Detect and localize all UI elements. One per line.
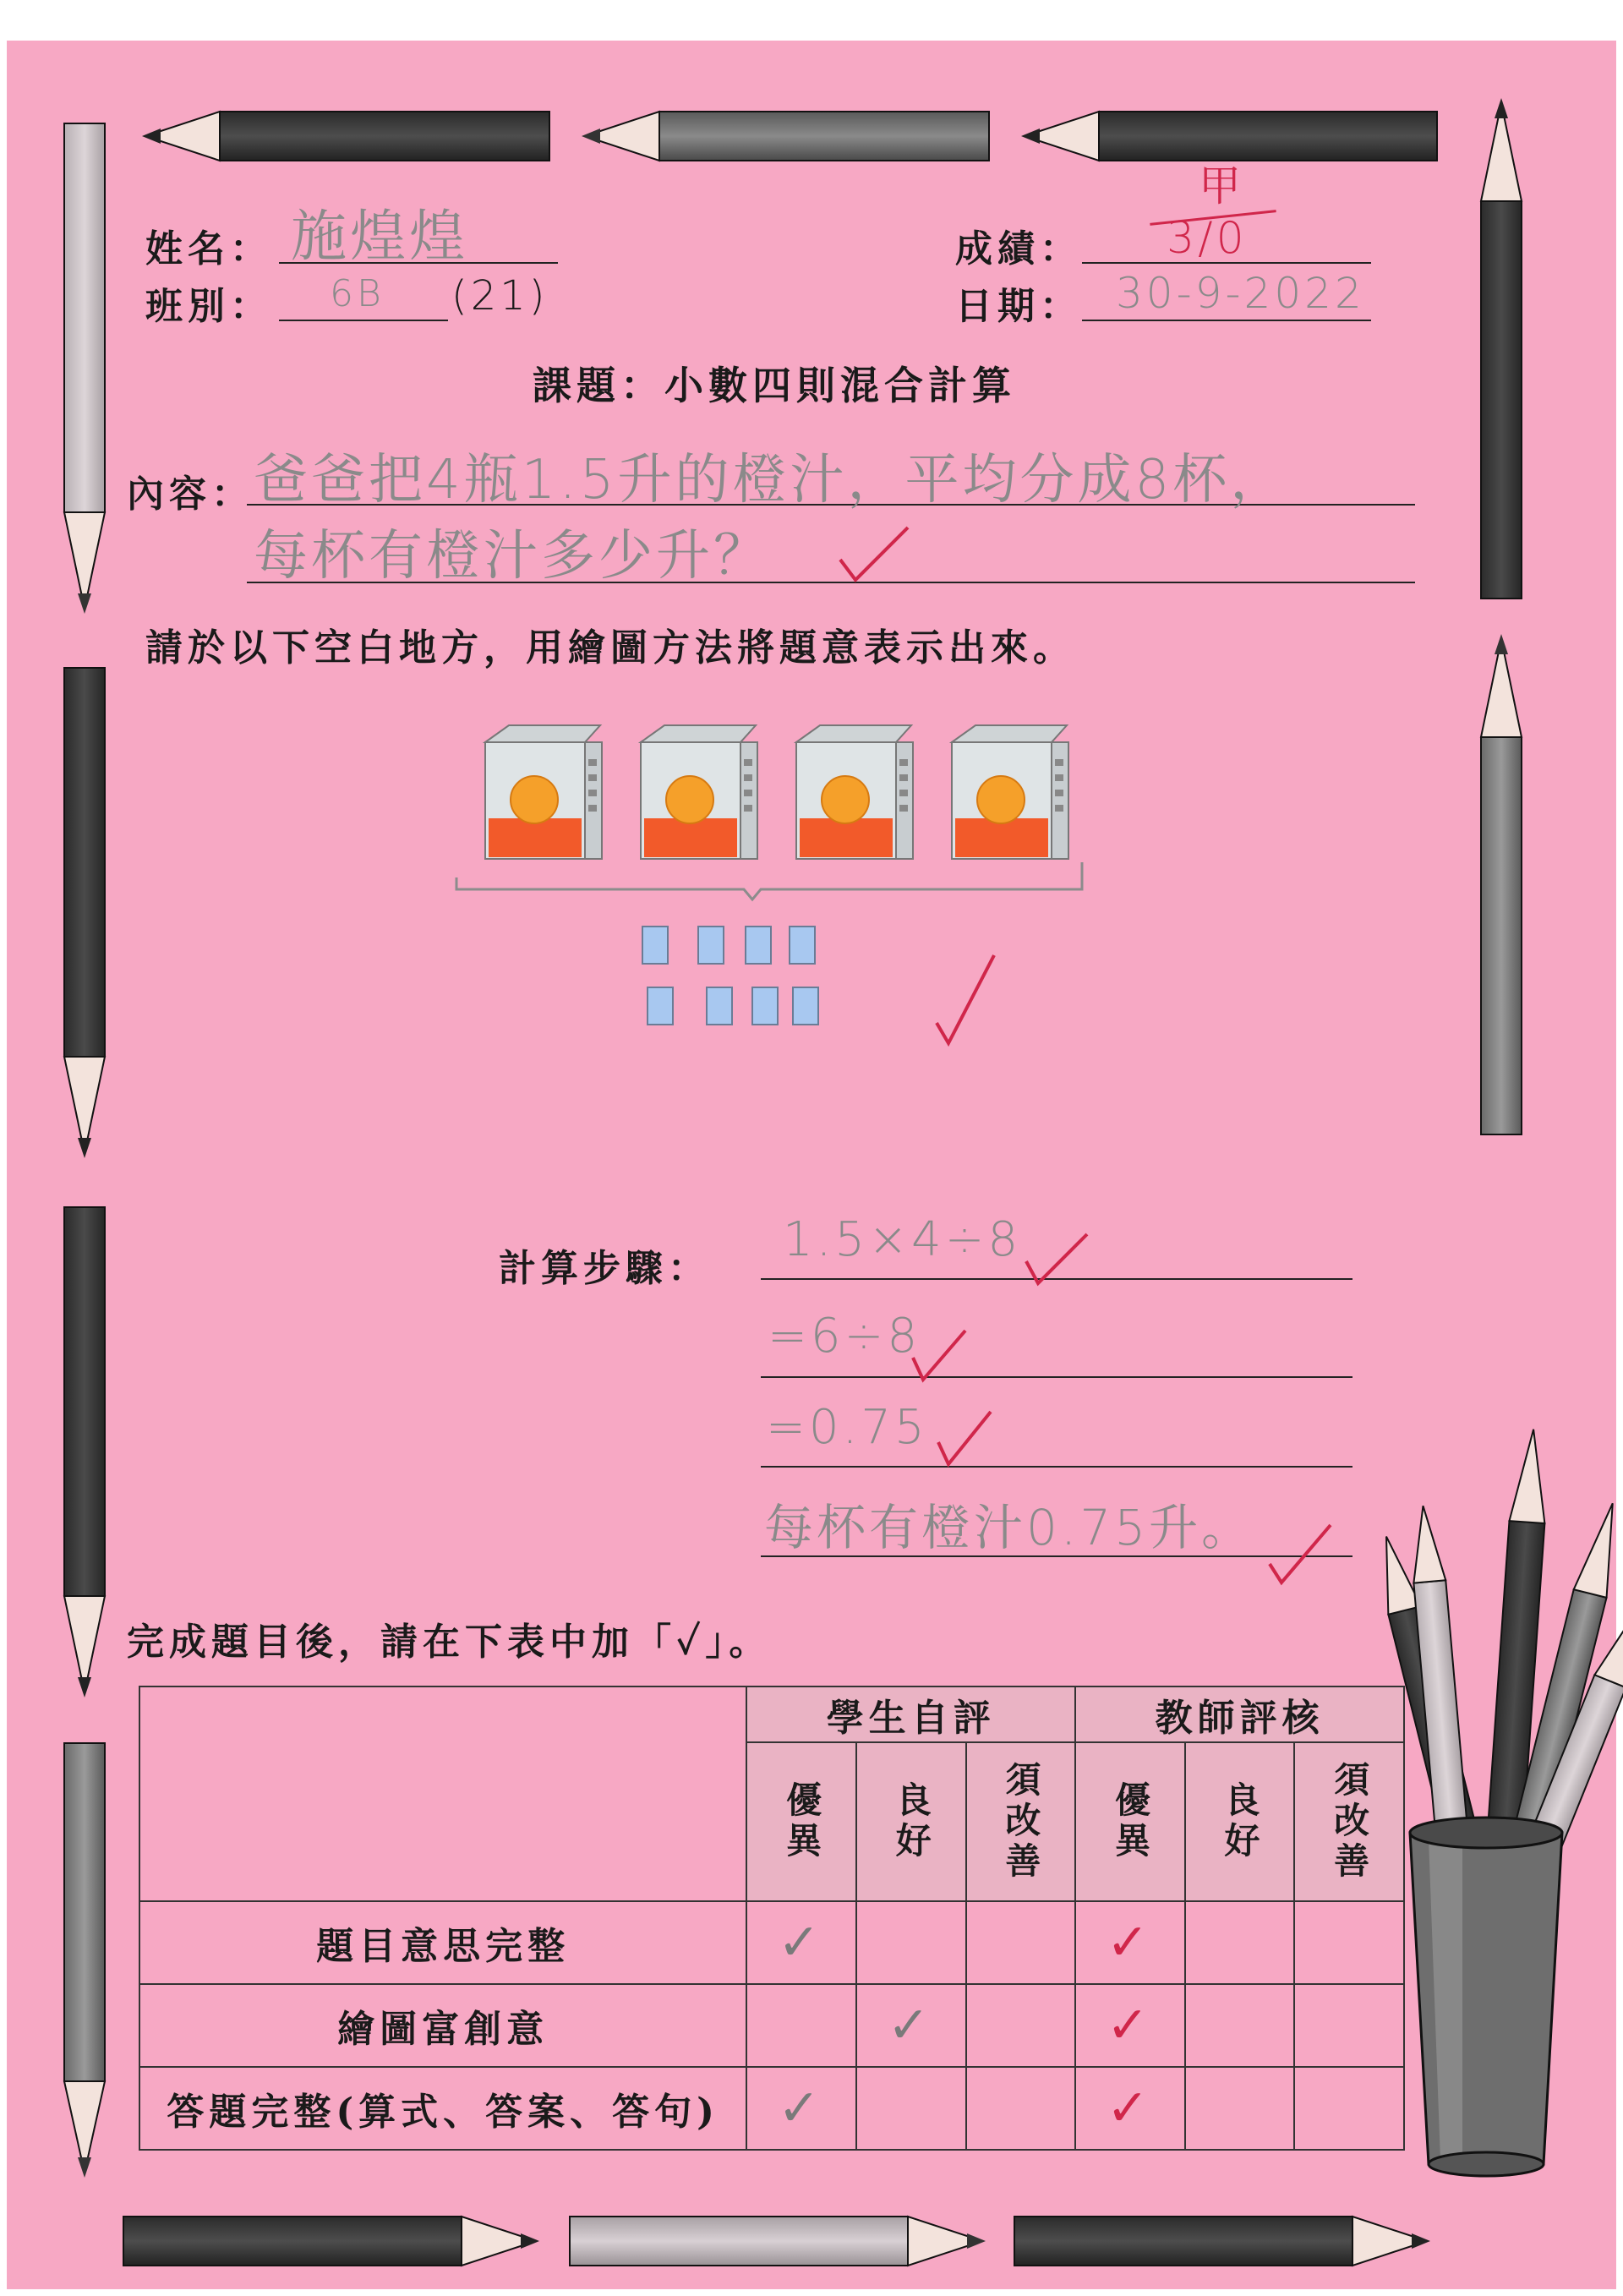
level-excellent-teacher: 優異 xyxy=(1075,1742,1185,1901)
level-good-teacher: 良好 xyxy=(1185,1742,1295,1901)
row-label: 繪圖富創意 xyxy=(139,1984,746,2067)
step-2: =6÷8 xyxy=(768,1309,921,1364)
check-cell[interactable] xyxy=(746,1901,856,1984)
table-group-header-row xyxy=(139,1686,1404,1742)
check-cell[interactable] xyxy=(1075,1984,1185,2067)
check-cell[interactable] xyxy=(1075,2067,1185,2150)
level-improve-student: 須改善 xyxy=(966,1742,1076,1901)
steps-line-2 xyxy=(761,1376,1352,1378)
check-cell[interactable] xyxy=(966,1984,1076,2067)
name-label: 姓名： xyxy=(145,227,272,271)
step-1-check-mark xyxy=(1023,1231,1090,1290)
group-teacher-evaluation: 教師評核 xyxy=(1075,1686,1404,1742)
step-3: =0.75 xyxy=(766,1400,928,1455)
table-row xyxy=(139,1901,1404,1984)
content-text-2: 每杯有橙汁多少升？ xyxy=(254,525,771,588)
pencil-top-1 xyxy=(142,112,549,161)
steps-label: 計算步驟： xyxy=(499,1247,710,1290)
class-value: 6B xyxy=(330,272,385,315)
pencil-cup xyxy=(1370,1428,1623,2176)
check-mark: ✓ xyxy=(1106,2078,1155,2138)
check-cell[interactable] xyxy=(1185,1901,1295,1984)
check-cell[interactable] xyxy=(746,1984,856,2067)
evaluation-table xyxy=(139,1686,1405,2151)
step-2-check-mark xyxy=(910,1327,969,1383)
check-cell[interactable] xyxy=(856,1984,966,2067)
table-instruction: 完成題目後，請在下表中加「✓」。 xyxy=(127,1621,772,1664)
class-label: 班別： xyxy=(145,285,272,328)
content-check-mark xyxy=(837,524,913,583)
drawing-instruction: 請於以下空白地方，用繪圖方法將題意表示出來。 xyxy=(145,626,1075,670)
check-cell[interactable] xyxy=(966,2067,1076,2150)
check-cell[interactable] xyxy=(1185,1984,1295,2067)
level-excellent-student: 優異 xyxy=(746,1742,856,1901)
name-value: 施煌煌 xyxy=(291,204,468,269)
check-cell[interactable] xyxy=(746,2067,856,2150)
level-improve-teacher: 須改善 xyxy=(1294,1742,1404,1901)
level-good-student: 良好 xyxy=(856,1742,966,1901)
check-mark: ✓ xyxy=(887,1995,935,2055)
check-cell[interactable] xyxy=(1294,2067,1404,2150)
check-mark: ✓ xyxy=(1106,1995,1155,2055)
row-label: 答題完整(算式、答案、答句) xyxy=(139,2067,746,2150)
student-drawing xyxy=(440,719,1099,1057)
score-value: 3/0 xyxy=(1167,213,1248,264)
check-cell[interactable] xyxy=(1294,1901,1404,1984)
check-cell[interactable] xyxy=(966,1901,1076,1984)
row-label: 題目意思完整 xyxy=(139,1901,746,1984)
check-mark: ✓ xyxy=(778,1912,826,1972)
check-cell[interactable] xyxy=(856,2067,966,2150)
step-3-check-mark xyxy=(935,1408,994,1468)
check-cell[interactable] xyxy=(1185,2067,1295,2150)
topic-title: 課題：小數四則混合計算 xyxy=(533,363,1016,408)
date-label: 日期： xyxy=(955,285,1082,328)
content-label: 內容： xyxy=(127,473,254,516)
class-line xyxy=(279,320,448,321)
check-mark: ✓ xyxy=(1106,1912,1155,1972)
steps-line-3 xyxy=(761,1466,1352,1468)
check-mark: ✓ xyxy=(778,2078,826,2138)
group-student-self-evaluation: 學生自評 xyxy=(746,1686,1075,1742)
check-cell[interactable] xyxy=(856,1901,966,1984)
check-cell[interactable] xyxy=(1075,1901,1185,1984)
date-value: 30-9-2022 xyxy=(1116,269,1365,318)
step-4-check-mark xyxy=(1266,1522,1334,1586)
table-row xyxy=(139,1984,1404,2067)
table-row xyxy=(139,2067,1404,2150)
score-label: 成績： xyxy=(955,227,1082,271)
date-line xyxy=(1082,320,1371,321)
step-1: 1.5×4÷8 xyxy=(783,1212,1022,1267)
content-text-1: 爸爸把4瓶1.5升的橙汁，平均分成8杯， xyxy=(254,449,1288,511)
check-cell[interactable] xyxy=(1294,1984,1404,2067)
step-4-answer: 每杯有橙汁0.75升。 xyxy=(764,1499,1254,1556)
score-grade: 甲 xyxy=(1199,161,1244,210)
table-corner-cell xyxy=(139,1686,746,1901)
class-number: (21) xyxy=(451,272,549,320)
